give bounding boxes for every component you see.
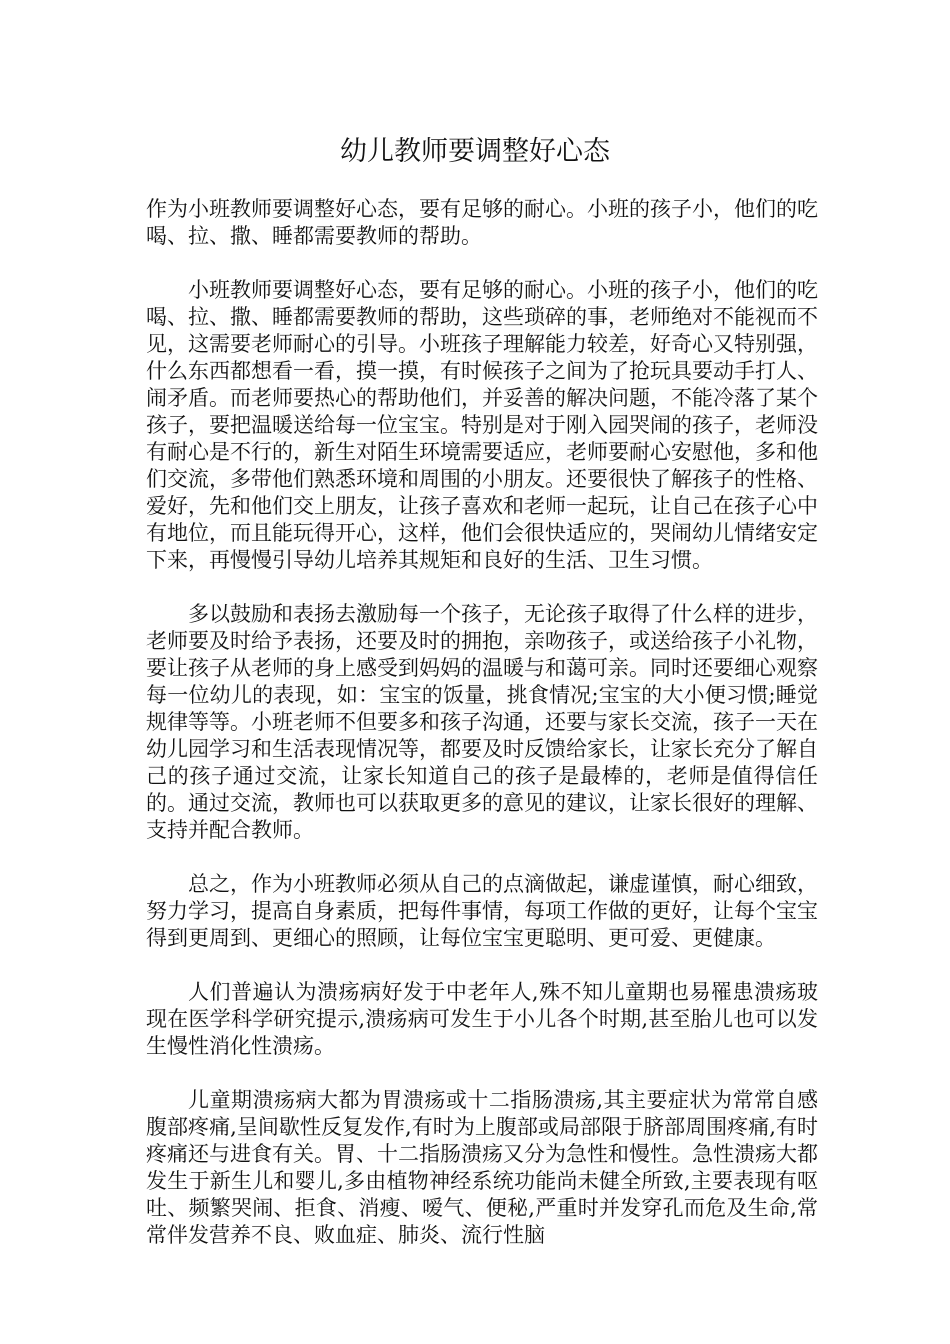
document-body <box>146 196 818 1276</box>
document-title: 幼儿教师要调整好心态 <box>340 136 610 167</box>
paragraph-ulcer-symptoms: 儿童期溃疡病大都为胃溃疡或十二指肠溃疡,其主要症状为常常自感腹部疼痛,呈间歇性反复发作,有时为上腹部或局部限于脐部周围疼痛,有时疼痛还与进食有关。胃、十二指肠溃疡又分为急性和慢性。急性溃疡大都发生于新生儿和婴儿,多由植物神经系统功能尚未健全所致,主要表现有呕吐、频繁哭闹、拒食、消瘦、嗳气、便秘,严重时并发穿孔而危及生命,常常伴发营养不良、败血症、肺炎、流行性脑 <box>146 1088 818 1247</box>
paragraph-ulcer-intro: 人们普遍认为溃疡病好发于中老年人,殊不知儿童期也易罹患溃疡玻现在医学科学研究提示,溃疡病可发生于小儿各个时期,甚至胎儿也可以发生慢性消化性溃疡。 <box>146 980 818 1058</box>
paragraph-conclusion: 总之，作为小班教师必须从自己的点滴做起，谦虚谨慎，耐心细致，努力学习，提高自身素质，把每件事情，每项工作做的更好，让每个宝宝得到更周到、更细心的照顾，让每位宝宝更聪明、更可爱、更健康。 <box>146 872 818 950</box>
paragraph-patience: 小班教师要调整好心态，要有足够的耐心。小班的孩子小，他们的吃喝、拉、撒、睡都需要教师的帮助，这些琐碎的事，老师绝对不能视而不见，这需要老师耐心的引导。小班孩子理解能力较差，好奇心又特别强，什么东西都想看一看，摸一摸，有时候孩子之间为了抢玩具要动手打人、闹矛盾。而老师要热心的帮助他们，并妥善的解决问题，不能冷落了某个孩子，要把温暖送给每一位宝宝。特别是对于刚入园哭闹的孩子，老师没有耐心是不行的，新生对陌生环境需要适应，老师要耐心安慰他，多和他们交流，多带他们熟悉环境和周围的小朋友。还要很快了解孩子的性格、爱好，先和他们交上朋友，让孩子喜欢和老师一起玩，让自己在孩子心中有地位，而且能玩得开心，这样，他们会很快适应的，哭闹幼儿情绪安定下来，再慢慢引导幼儿培养其规矩和良好的生活、卫生习惯。 <box>146 278 818 572</box>
paragraph-intro: 作为小班教师要调整好心态，要有足够的耐心。小班的孩子小，他们的吃喝、拉、撒、睡都需要教师的帮助。 <box>146 197 818 248</box>
paragraph-encouragement: 多以鼓励和表扬去激励每一个孩子，无论孩子取得了什么样的进步，老师要及时给予表扬，还要及时的拥抱，亲吻孩子，或送给孩子小礼物，要让孩子从老师的身上感受到妈妈的温暖与和蔼可亲。同时还要细心观察每一位幼儿的表现，如：宝宝的饭量，挑食情况;宝宝的大小便习惯;睡觉规律等等。小班老师不但要多和孩子沟通，还要与家长交流，孩子一天在幼儿园学习和生活表现情况等，都要及时反馈给家长，让家长充分了解自己的孩子通过交流，让家长知道自己的孩子是最棒的，老师是值得信任的。通过交流，教师也可以获取更多的意见的建议，让家长很好的理解、支持并配合教师。 <box>146 602 818 842</box>
